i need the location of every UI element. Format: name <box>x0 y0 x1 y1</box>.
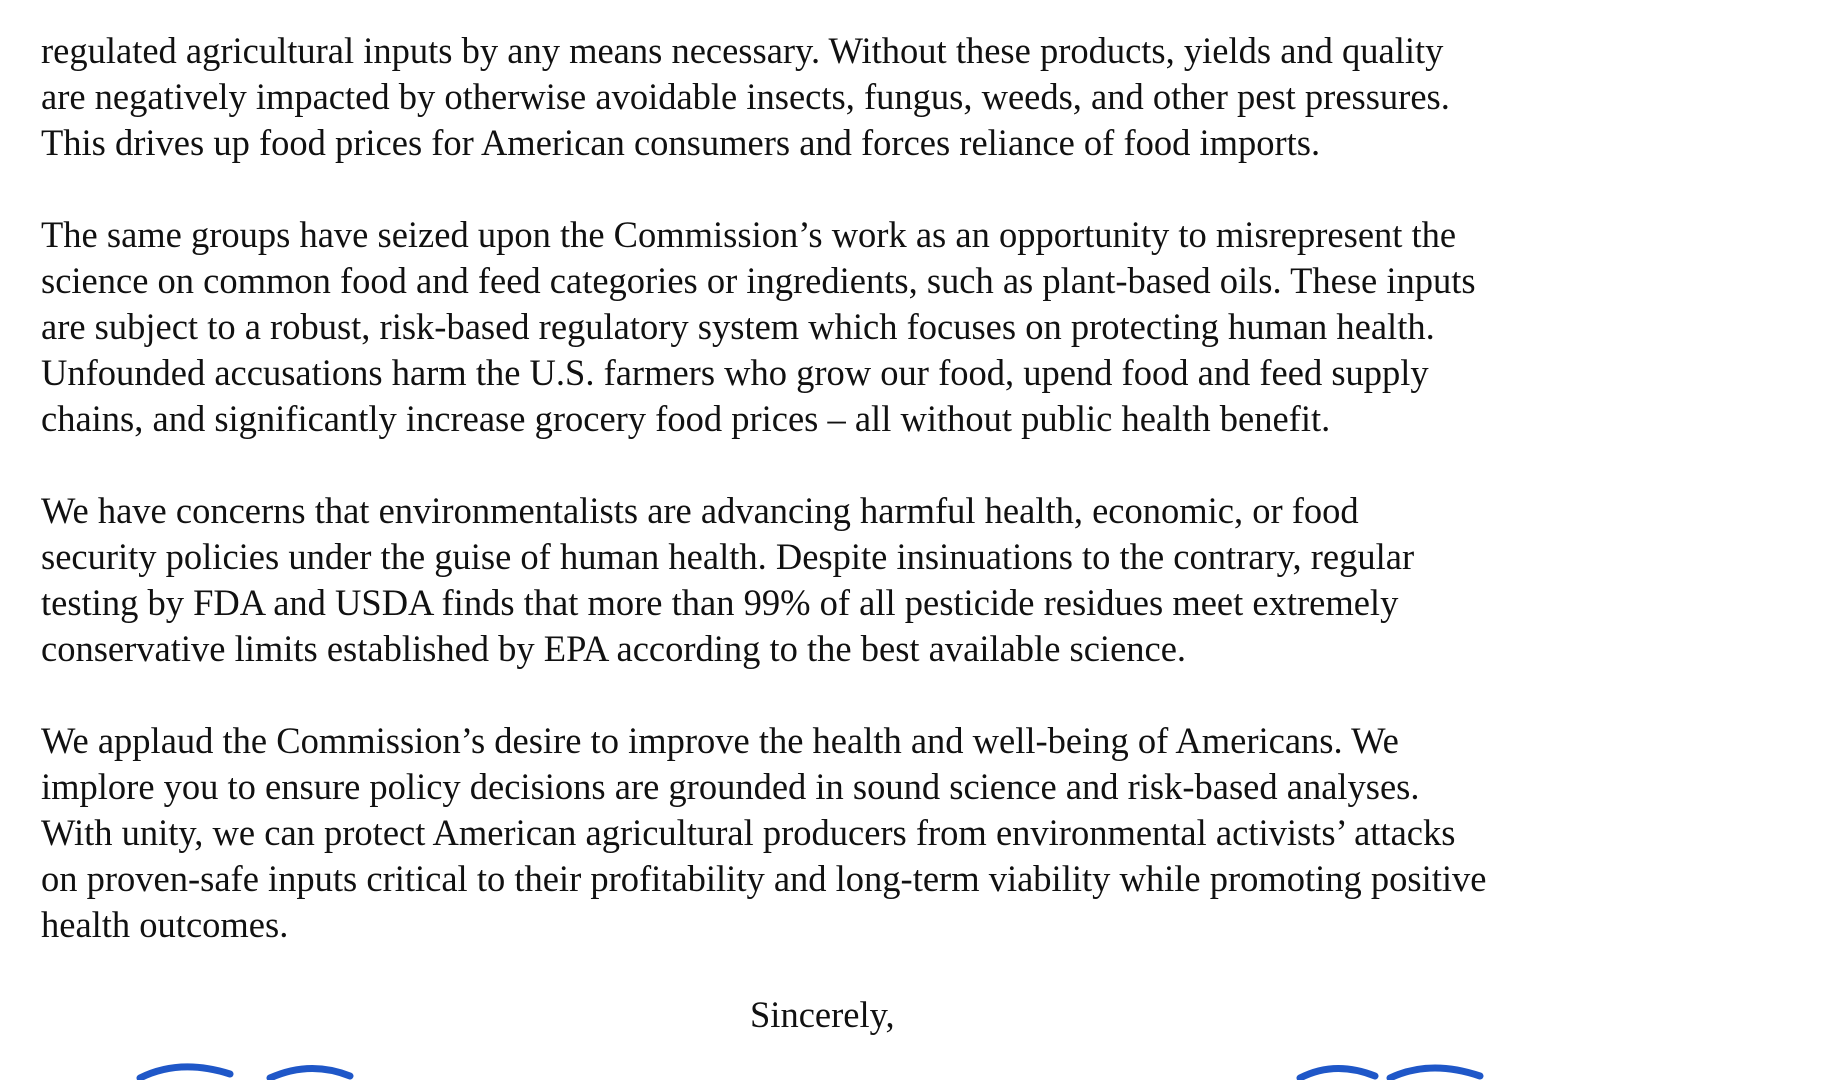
signature-mark-left <box>120 1060 400 1080</box>
signature-stroke <box>140 1067 350 1078</box>
paragraph-line: Unfounded accusations harm the U.S. farmers who grow our food, upend food and feed supply <box>41 352 1429 393</box>
paragraph-line: conservative limits established by EPA according to the best available science. <box>41 628 1187 669</box>
signature-stroke <box>1300 1068 1480 1078</box>
paragraph-line: chains, and significantly increase grocery food prices – all without public health benefit. <box>41 398 1331 439</box>
paragraph-gap <box>41 442 1681 488</box>
paragraph-line: The same groups have seized upon the Commission’s work as an opportunity to misrepresent the <box>41 214 1457 255</box>
paragraph-line: We have concerns that environmentalists are advancing harmful health, economic, or food <box>41 490 1359 531</box>
paragraph-line: are negatively impacted by otherwise avoidable insects, fungus, weeds, and other pest pressures. <box>41 76 1450 117</box>
paragraph-line: This drives up food prices for American consumers and forces reliance of food imports. <box>41 122 1321 163</box>
paragraph-gap <box>41 672 1681 718</box>
paragraph-line: are subject to a robust, risk-based regulatory system which focuses on protecting human health. <box>41 306 1435 347</box>
paragraph-line: testing by FDA and USDA finds that more than 99% of all pesticide residues meet extremely <box>41 582 1399 623</box>
closing-salutation: Sincerely, <box>750 994 895 1035</box>
paragraph-4 <box>41 718 1681 948</box>
paragraph-line: regulated agricultural inputs by any means necessary. Without these products, yields and quality <box>41 30 1444 71</box>
paragraph-line: health outcomes. <box>41 904 289 945</box>
paragraph-line: security policies under the guise of human health. Despite insinuations to the contrary, regular <box>41 536 1415 577</box>
paragraph-2 <box>41 212 1681 442</box>
paragraph-line: science on common food and feed categories or ingredients, such as plant-based oils. These inputs <box>41 260 1476 301</box>
paragraph-line: implore you to ensure policy decisions are grounded in sound science and risk-based analyses. <box>41 766 1420 807</box>
paragraph-line: With unity, we can protect American agricultural producers from environmental activists’ attacks <box>41 812 1456 853</box>
signature-mark-right <box>1290 1060 1490 1080</box>
paragraph-line: on proven-safe inputs critical to their profitability and long-term viability while promoting positive <box>41 858 1487 899</box>
paragraph-3 <box>41 488 1681 672</box>
paragraph-1 <box>41 28 1681 166</box>
paragraph-line: We applaud the Commission’s desire to improve the health and well-being of Americans. We <box>41 720 1399 761</box>
letter-body <box>41 28 1681 948</box>
paragraph-gap <box>41 166 1681 212</box>
